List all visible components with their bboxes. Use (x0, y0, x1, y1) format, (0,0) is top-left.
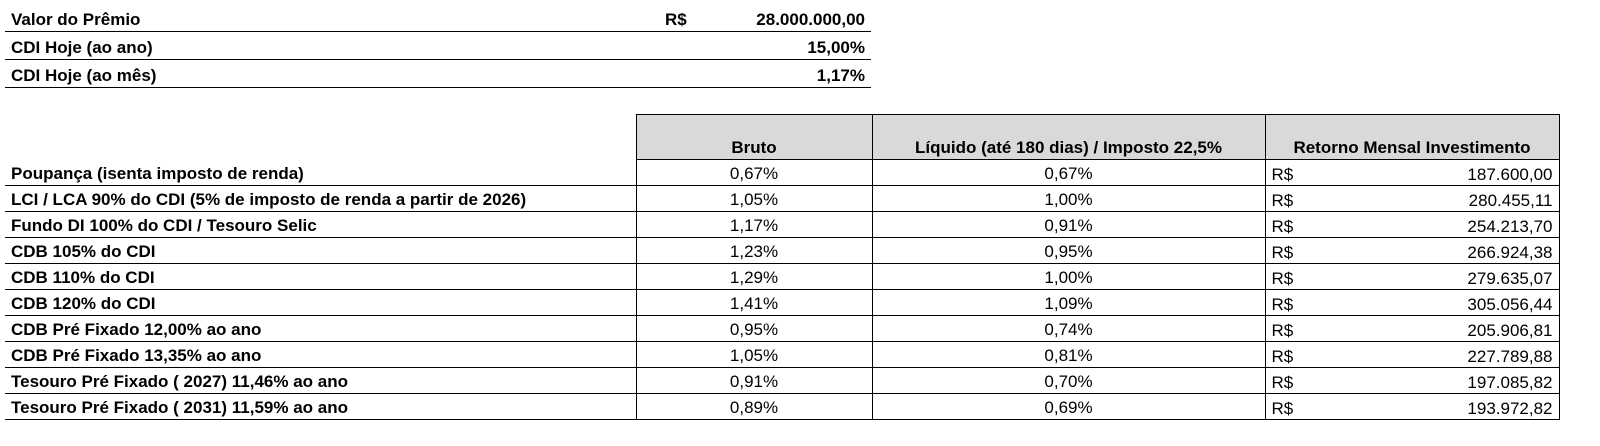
summary-currency (659, 32, 711, 60)
bruto-cell: 0,67% (636, 160, 872, 186)
table-row (5, 394, 1559, 420)
retorno-cell (1265, 160, 1559, 186)
retorno-value: 197.085,82 (1467, 373, 1553, 392)
retorno-wrap (1272, 347, 1553, 367)
summary-value: 15,00% (711, 32, 871, 60)
bruto-cell: 1,05% (636, 186, 872, 212)
retorno-cell (1265, 212, 1559, 238)
summary-label: CDI Hoje (ao ano) (5, 32, 659, 60)
table-row (5, 290, 1559, 316)
retorno-wrap (1272, 217, 1553, 237)
retorno-currency: R$ (1271, 399, 1294, 418)
retorno-cell (1265, 342, 1559, 368)
retorno-cell (1265, 264, 1559, 290)
summary-row-premio (5, 4, 871, 32)
investment-name: Poupança (isenta imposto de renda) (5, 160, 636, 186)
header-blank (5, 115, 636, 160)
summary-row-cdi-ano (5, 32, 871, 60)
investment-name: CDB Pré Fixado 13,35% ao ano (5, 342, 636, 368)
retorno-value: 279.635,07 (1467, 269, 1553, 288)
liquido-cell: 1,00% (872, 264, 1265, 290)
bruto-cell: 1,29% (636, 264, 872, 290)
investment-name: Tesouro Pré Fixado ( 2027) 11,46% ao ano (5, 368, 636, 394)
table-row (5, 368, 1559, 394)
summary-currency: R$ (659, 4, 711, 32)
table-row (5, 238, 1559, 264)
retorno-currency: R$ (1271, 373, 1294, 392)
investment-name: CDB 120% do CDI (5, 290, 636, 316)
summary-table (5, 4, 871, 88)
retorno-currency: R$ (1271, 321, 1294, 340)
retorno-currency: R$ (1271, 217, 1294, 236)
retorno-value: 227.789,88 (1467, 347, 1553, 366)
investment-name: Tesouro Pré Fixado ( 2031) 11,59% ao ano (5, 394, 636, 420)
investment-name: CDB Pré Fixado 12,00% ao ano (5, 316, 636, 342)
summary-row-cdi-mes (5, 60, 871, 88)
retorno-wrap (1272, 295, 1553, 315)
liquido-cell: 0,67% (872, 160, 1265, 186)
retorno-cell (1265, 368, 1559, 394)
table-row (5, 264, 1559, 290)
header-bruto: Bruto (636, 115, 872, 160)
liquido-cell: 0,69% (872, 394, 1265, 420)
investment-name: CDB 105% do CDI (5, 238, 636, 264)
table-row (5, 160, 1559, 186)
retorno-value: 193.972,82 (1467, 399, 1553, 418)
investment-name: LCI / LCA 90% do CDI (5% de imposto de renda a partir de 2026) (5, 186, 636, 212)
liquido-cell: 0,74% (872, 316, 1265, 342)
liquido-cell: 0,91% (872, 212, 1265, 238)
retorno-wrap (1272, 269, 1553, 289)
table-row (5, 186, 1559, 212)
investment-table (5, 114, 1560, 420)
retorno-wrap (1272, 243, 1553, 263)
bruto-cell: 0,91% (636, 368, 872, 394)
retorno-value: 305.056,44 (1467, 295, 1553, 314)
bruto-cell: 1,17% (636, 212, 872, 238)
table-body (5, 160, 1559, 420)
header-retorno: Retorno Mensal Investimento (1265, 115, 1559, 160)
retorno-wrap (1272, 373, 1553, 393)
liquido-cell: 0,70% (872, 368, 1265, 394)
retorno-cell (1265, 186, 1559, 212)
retorno-currency: R$ (1271, 165, 1294, 184)
retorno-wrap (1272, 321, 1553, 341)
retorno-cell (1265, 394, 1559, 420)
retorno-currency: R$ (1271, 295, 1294, 314)
retorno-currency: R$ (1271, 243, 1294, 262)
header-liquido: Líquido (até 180 dias) / Imposto 22,5% (872, 115, 1265, 160)
retorno-value: 254.213,70 (1467, 217, 1553, 236)
table-row (5, 342, 1559, 368)
retorno-value: 266.924,38 (1467, 243, 1553, 262)
retorno-cell (1265, 316, 1559, 342)
retorno-currency: R$ (1271, 269, 1294, 288)
table-row (5, 212, 1559, 238)
summary-label: Valor do Prêmio (5, 4, 659, 32)
retorno-cell (1265, 238, 1559, 264)
retorno-wrap (1272, 191, 1553, 211)
liquido-cell: 1,00% (872, 186, 1265, 212)
bruto-cell: 1,41% (636, 290, 872, 316)
summary-value: 1,17% (711, 60, 871, 88)
retorno-currency: R$ (1271, 347, 1294, 366)
liquido-cell: 0,95% (872, 238, 1265, 264)
retorno-wrap (1272, 165, 1553, 185)
bruto-cell: 0,89% (636, 394, 872, 420)
bruto-cell: 1,23% (636, 238, 872, 264)
retorno-value: 187.600,00 (1467, 165, 1553, 184)
summary-label: CDI Hoje (ao mês) (5, 60, 659, 88)
table-row (5, 316, 1559, 342)
investment-name: Fundo DI 100% do CDI / Tesouro Selic (5, 212, 636, 238)
retorno-wrap (1272, 399, 1553, 419)
liquido-cell: 1,09% (872, 290, 1265, 316)
retorno-value: 280.455,11 (1468, 191, 1553, 210)
summary-currency (659, 60, 711, 88)
bruto-cell: 1,05% (636, 342, 872, 368)
retorno-cell (1265, 290, 1559, 316)
table-header-row (5, 115, 1559, 160)
retorno-currency: R$ (1271, 191, 1294, 210)
summary-value: 28.000.000,00 (711, 4, 871, 32)
liquido-cell: 0,81% (872, 342, 1265, 368)
investment-name: CDB 110% do CDI (5, 264, 636, 290)
retorno-value: 205.906,81 (1467, 321, 1553, 340)
bruto-cell: 0,95% (636, 316, 872, 342)
